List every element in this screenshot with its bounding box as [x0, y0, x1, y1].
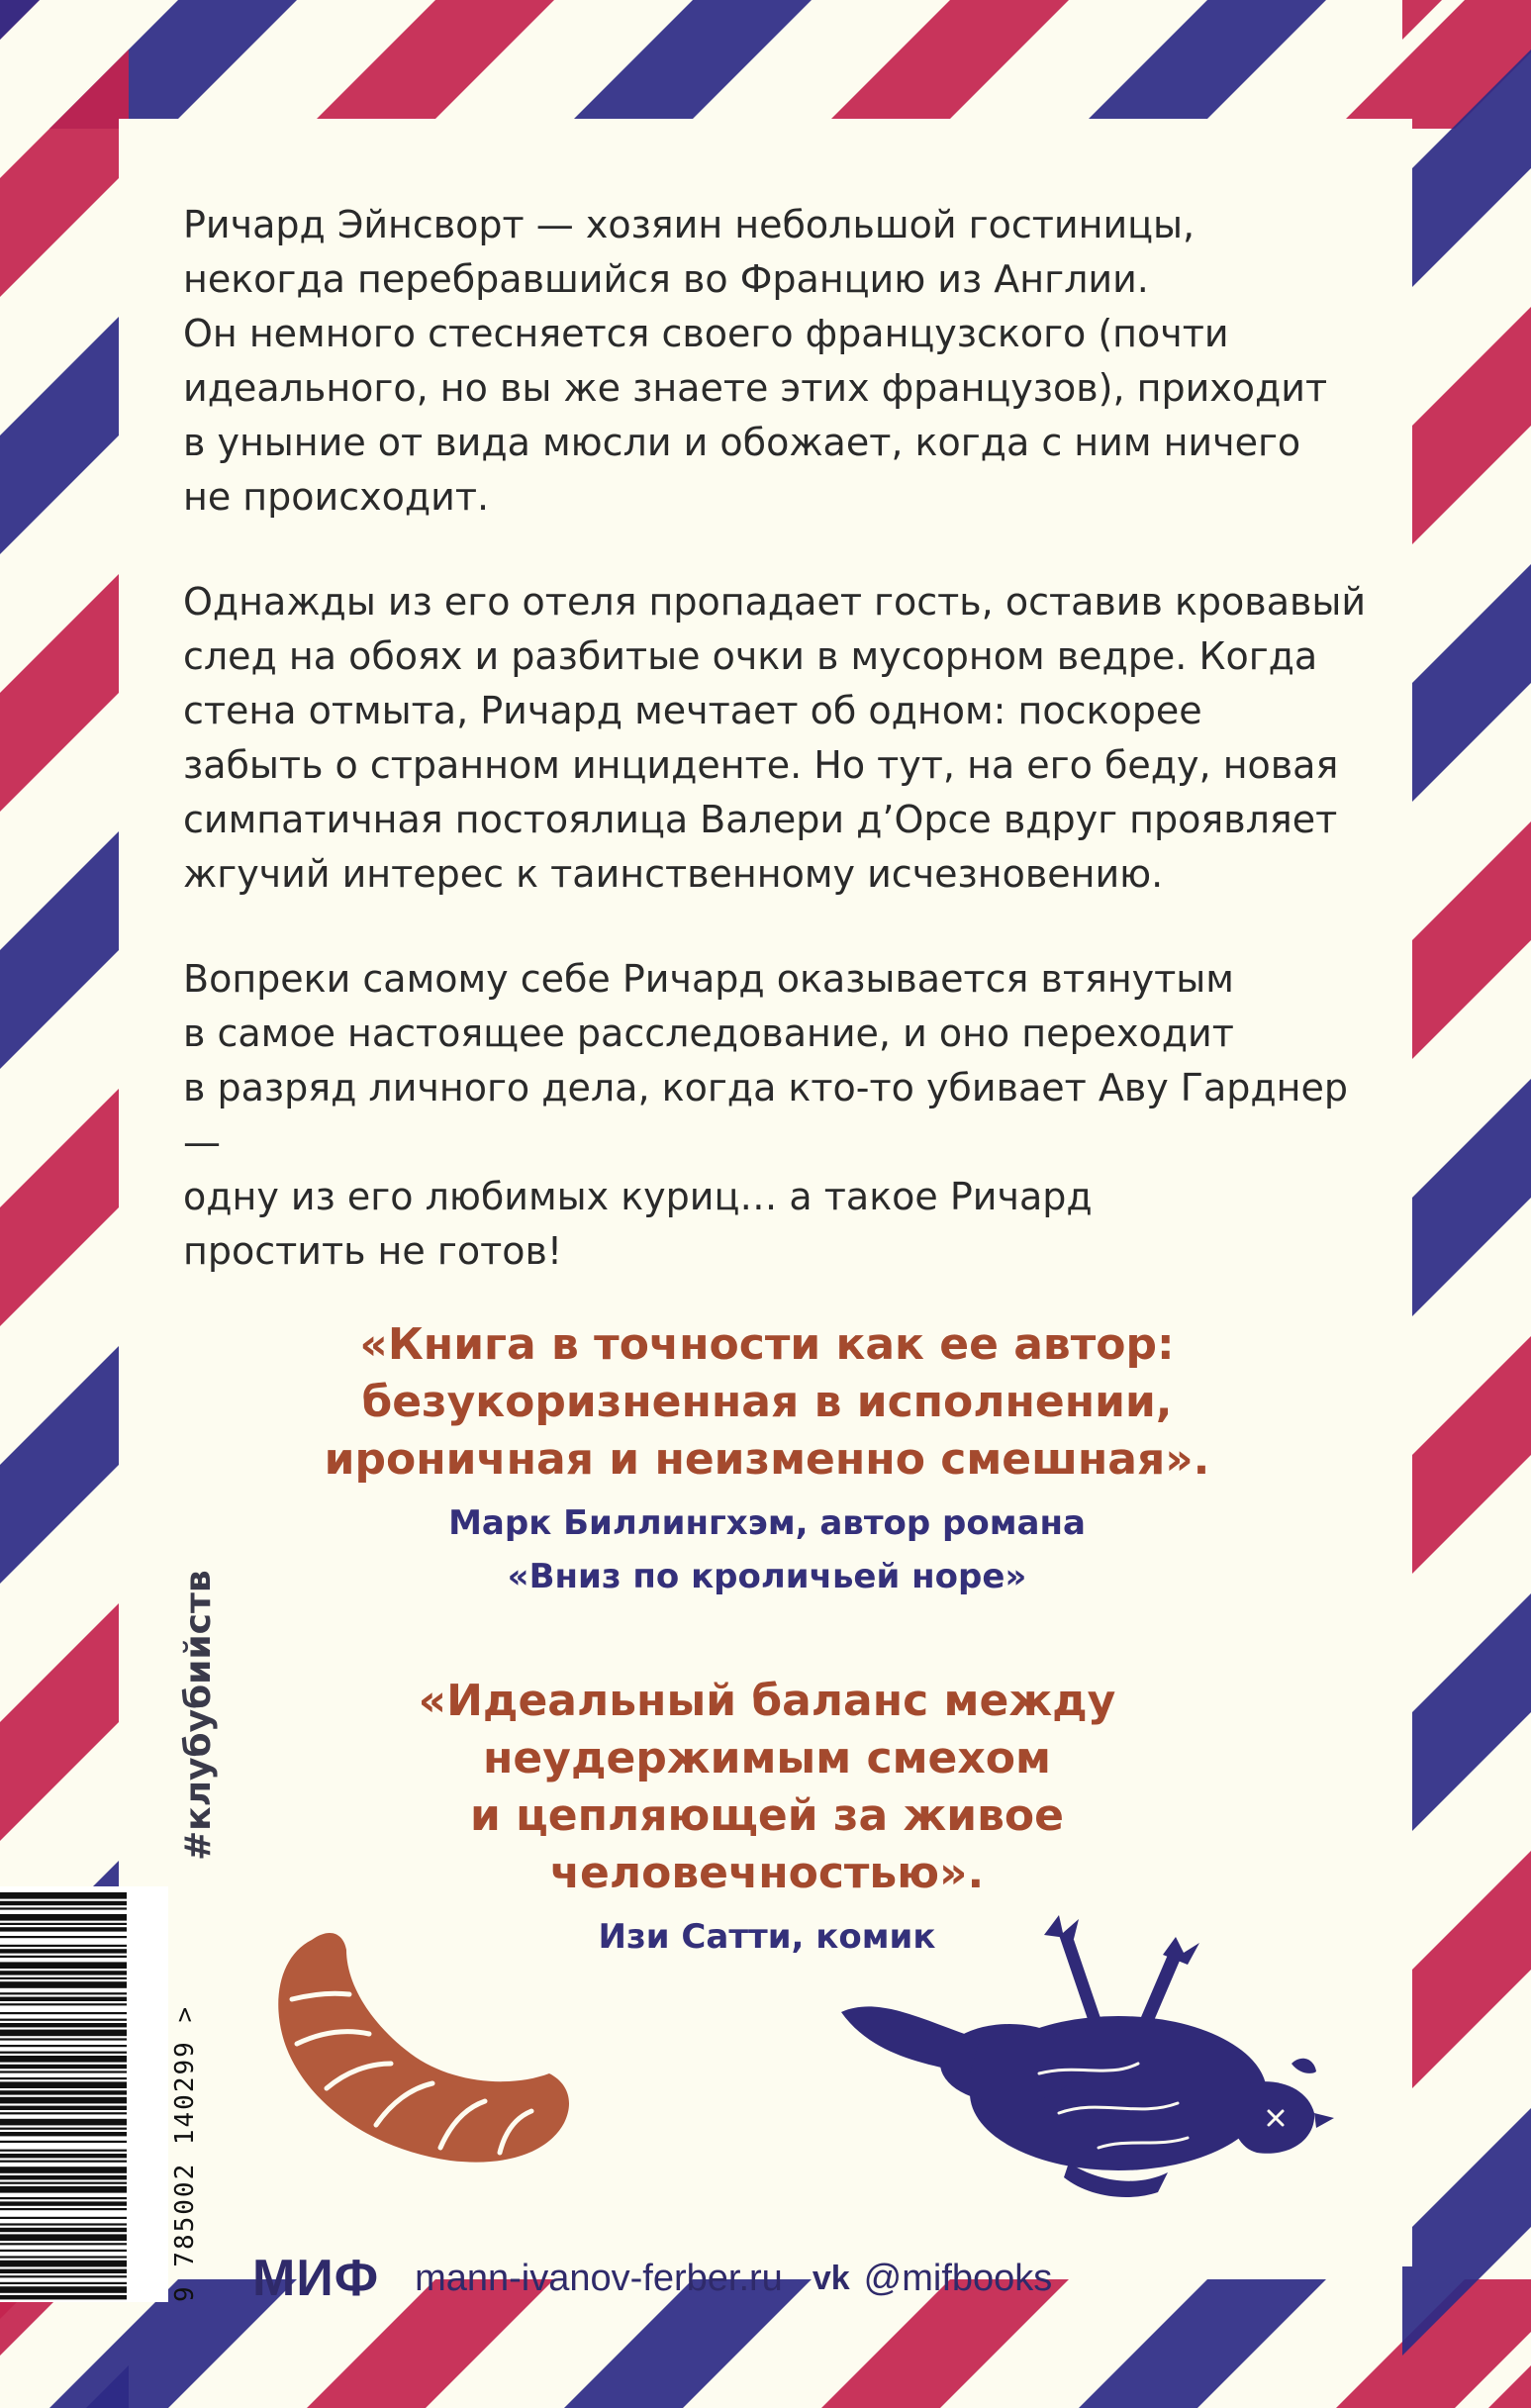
barcode-bar	[0, 1945, 127, 1947]
quote-text: «Идеальный баланс между неудержимым смехом и цепляющей за живое человечностью».	[418, 1676, 1116, 1898]
airmail-stripe	[0, 1079, 129, 1326]
barcode-bar	[0, 2250, 127, 2252]
barcode-bar	[0, 1892, 127, 1899]
barcode-bar	[0, 2282, 127, 2284]
croissant-illustration	[252, 1915, 589, 2182]
barcode-bar	[0, 1956, 127, 1958]
barcode-bar	[0, 2167, 127, 2173]
isbn-arrow: >	[170, 2004, 200, 2023]
barcode-bar	[0, 1977, 127, 1979]
barcode-bar	[0, 1962, 127, 1969]
barcode-bar	[0, 2023, 127, 2027]
barcode-bar	[0, 1981, 127, 1988]
barcode-bar	[0, 2243, 127, 2245]
barcode-bar	[0, 1936, 127, 1938]
barcode-bar	[0, 2003, 127, 2005]
barcode-bar	[0, 1923, 127, 1925]
barcode	[0, 1886, 168, 2302]
vk-icon[interactable]: vk	[812, 2259, 850, 2297]
barcode-bar	[0, 2141, 127, 2143]
airmail-stripe	[1402, 1851, 1531, 2098]
barcode-bar	[0, 2132, 127, 2136]
chicken-illustration	[841, 1915, 1376, 2212]
airmail-stripe	[0, 1336, 129, 1584]
airmail-stripe	[0, 1593, 129, 1841]
airmail-stripe	[1402, 1336, 1531, 1584]
barcode-bar	[0, 2256, 127, 2258]
barcode-bar	[0, 2106, 127, 2110]
airmail-stripe	[0, 0, 129, 40]
description-paragraph-1: Ричард Эйнсворт — хозяин небольшой гостиницы, некогда перебравшийся во Францию из Англии. Он немного стесняется своего французского (почти идеального, но вы же знаете этих французов), приходит в уныние от вида мюсли и обожает, когда с ним ничего не происходит.	[183, 203, 1328, 519]
barcode-bar	[0, 1992, 127, 1994]
barcode-bar	[0, 2052, 127, 2054]
barcode-bar	[0, 2154, 127, 2158]
barcode-bar	[0, 1901, 127, 1905]
airmail-stripe	[1079, 0, 1326, 129]
airmail-stripe	[1402, 307, 1531, 554]
airmail-stripe	[1079, 2279, 1326, 2408]
barcode-bar	[0, 2275, 127, 2277]
barcode-bar	[0, 1927, 127, 1931]
social-handle-link[interactable]: @mifbooks	[863, 2257, 1053, 2299]
barcode-bar	[0, 2186, 127, 2193]
barcode-bar	[0, 2269, 127, 2273]
barcode-bar	[0, 2150, 127, 2152]
airmail-stripe	[0, 564, 129, 812]
barcode-bar	[0, 2201, 127, 2205]
barcode-bar	[0, 2228, 127, 2232]
quote-attribution: Изи Сатти, комик	[598, 1917, 936, 1957]
publisher-logo: МИФ	[252, 2250, 380, 2307]
barcode-bar	[0, 2097, 127, 2104]
airmail-stripe	[0, 49, 129, 297]
isbn-number	[170, 2005, 200, 2302]
airmail-stripe	[0, 821, 129, 1069]
barcode-bar	[0, 1914, 127, 1921]
barcode-bar	[0, 2119, 127, 2126]
quote-text: «Книга в точности как ее автор: безукоризненная в исполнении, ироничная и неизменно смешная».	[324, 1319, 1210, 1485]
barcode-bars	[0, 1886, 127, 2302]
description-paragraph-3: Вопреки самому себе Ричард оказывается втянутым в самое настоящее расследование, и оно переходит в разряд личного дела, когда кто-то убивает Аву Гарднер — одну из его любимых куриц… а такое Ричард простить не готов!	[183, 957, 1348, 1273]
airmail-stripe	[1402, 1079, 1531, 1326]
barcode-bar	[0, 2217, 127, 2219]
barcode-bar	[0, 2056, 127, 2063]
book-description	[183, 198, 1371, 1329]
airmail-stripe	[564, 0, 812, 129]
barcode-bar	[0, 2038, 127, 2040]
barcode-bar	[0, 1949, 127, 1953]
publisher-website-link[interactable]: mann-ivanov-ferber.ru	[415, 2257, 783, 2299]
barcode-bar	[0, 2065, 127, 2069]
barcode-bar	[0, 2077, 127, 2079]
airmail-stripe	[821, 0, 1069, 129]
barcode-bar	[0, 2197, 127, 2199]
barcode-bar	[0, 2012, 127, 2014]
airmail-stripe	[1402, 821, 1531, 1069]
quote-attribution: Марк Биллингхэм, автор романа «Вниз по кроличьей норе»	[448, 1503, 1086, 1596]
barcode-bar	[0, 2286, 127, 2293]
barcode-bar	[0, 2295, 127, 2299]
airmail-stripe	[1402, 1593, 1531, 1841]
barcode-bar	[0, 2019, 127, 2021]
series-hashtag: #клубубийств	[178, 1570, 219, 1861]
publisher-footer	[252, 2249, 1052, 2308]
airmail-stripe	[1402, 564, 1531, 812]
barcode-bar	[0, 2030, 127, 2037]
barcode-bar	[0, 2161, 127, 2163]
barcode-bar	[0, 2081, 127, 2088]
barcode-bar	[0, 2128, 127, 2130]
barcode-bar	[0, 2071, 127, 2072]
barcode-bar	[0, 1907, 127, 1909]
barcode-bar	[0, 1997, 127, 2001]
barcode-bar	[0, 2234, 127, 2241]
description-paragraph-2: Однажды из его отеля пропадает гость, оставив кровавый след на обоях и разбитые очки в мусорном ведре. Когда стена отмыта, Ричард мечтает об одном: поскорее забыть о странном инциденте. Но тут, на его беду, новая симпатичная постоялица Валери д’Орсе вдруг проявляет жгучий интерес к таинственному исчезновению.	[183, 580, 1367, 896]
barcode-bar	[0, 2112, 127, 2114]
barcode-bar	[0, 2223, 127, 2225]
barcode-bar	[0, 2090, 127, 2094]
barcode-bar	[0, 2182, 127, 2184]
airmail-stripe	[0, 307, 129, 554]
isbn-digits: 9 785002 140299	[170, 2040, 200, 2302]
barcode-bar	[0, 2261, 127, 2267]
barcode-bar	[0, 2175, 127, 2179]
airmail-stripe	[307, 0, 554, 129]
review-quote-1	[183, 1316, 1351, 1603]
barcode-bar	[0, 2208, 127, 2210]
barcode-bar	[0, 2045, 127, 2047]
barcode-bar	[0, 1971, 127, 1975]
